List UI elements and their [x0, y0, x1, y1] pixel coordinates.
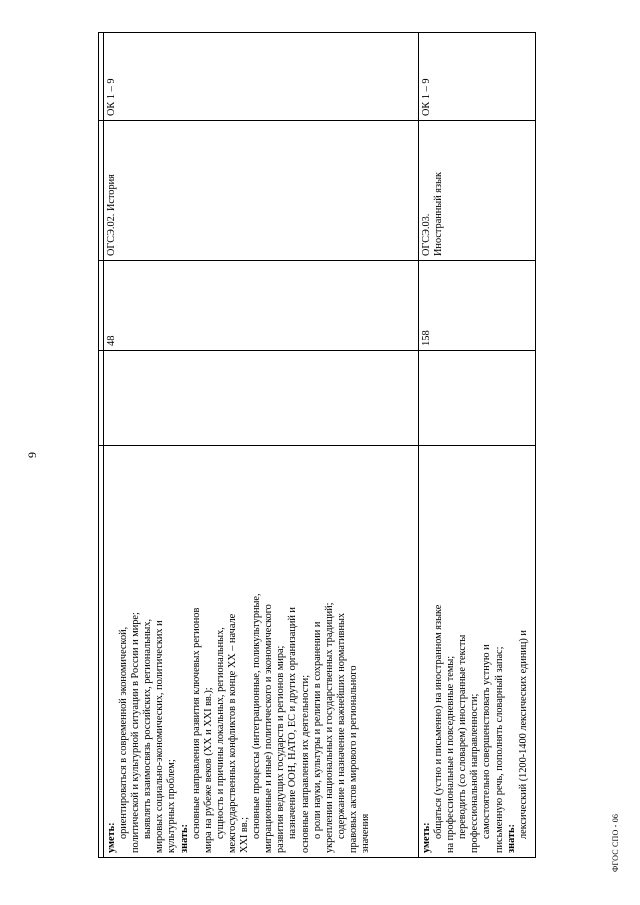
knowledge-line: правовых актов мирового и регионального — [347, 665, 359, 853]
requirement-line: ориентироваться в современной экономической, — [118, 626, 130, 839]
knowledge-line: межгосударственных конфликтов в конце XX – начале — [226, 613, 238, 853]
competency-table — [98, 33, 529, 858]
requirement-line: политической и культурной ситуации в России и мире; — [130, 612, 142, 853]
knowledge-line: укреплении национальных и государственных традиций; — [323, 602, 335, 853]
knowledge-line: о роли науки, культуры и религии в сохранении и — [311, 621, 323, 839]
knowledge-line: значения — [359, 813, 371, 853]
footer-document-code: ФГОС СПО - 06 — [611, 813, 620, 872]
knowledge-line: миграционные и иные) политического и экономического — [263, 604, 275, 853]
requirement-line: письменную речь, пополнять словарный запас; — [493, 646, 505, 853]
discipline-cell-language — [419, 121, 536, 261]
requirement-line: выявлять взаимосвязь российских, региональных, — [142, 618, 154, 839]
discipline-name: Иностранный язык — [433, 171, 445, 256]
requirement-line: самостоятельно совершенствовать устную и — [481, 644, 493, 839]
discipline-cell-history: ОГСЭ.02. История — [104, 121, 419, 261]
umet-label: уметь: — [106, 822, 117, 853]
knowledge-line: сущность и причины локальных, региональных, — [214, 627, 226, 839]
requirements-cell-language — [419, 446, 536, 858]
hours-cell-language: 158 — [419, 261, 536, 351]
knowledge-line: XXI вв.; — [239, 816, 251, 853]
knowledge-line: основные направления развития ключевых регионов — [190, 607, 202, 839]
page-number: 9 — [25, 452, 39, 458]
table — [98, 32, 536, 858]
requirement-line: профессиональной направленности; — [469, 693, 481, 853]
empty-cell — [104, 351, 419, 446]
knowledge-line: развития ведущих государств и регионов мира; — [275, 645, 287, 853]
requirements-cell-history — [104, 446, 419, 858]
umet-label: уметь: — [421, 822, 432, 853]
knowledge-line: лексический (1200-1400 лексических единиц) и — [517, 630, 529, 839]
requirement-line: переводить (со словарем) иностранные тексты — [457, 634, 469, 839]
requirement-line: культурных проблем; — [166, 759, 178, 853]
requirement-line: мировых социально-экономических, политических и — [154, 620, 166, 853]
hours-cell-history: 48 — [104, 261, 419, 351]
requirement-line: общаться (устно и письменно) на иностранном языке — [433, 604, 445, 839]
competency-cell-history: ОК 1 – 9 — [104, 33, 419, 121]
znat-label: знать: — [178, 824, 190, 853]
knowledge-line: основные процессы (интеграционные, поликультурные, — [251, 593, 263, 839]
znat-label: знать: — [505, 824, 517, 853]
table-row-history — [104, 33, 419, 858]
knowledge-line: назначение ООН, НАТО, ЕС и других организаций и — [287, 607, 299, 839]
knowledge-line: мира на рубеже веков (XX и XXI вв.); — [202, 687, 214, 853]
table-row-language — [419, 33, 536, 858]
knowledge-line: основные направления их деятельности; — [299, 674, 311, 853]
empty-cell — [419, 351, 536, 446]
knowledge-line: содержание и назначение важнейших нормативных — [335, 612, 347, 839]
discipline-code: ОГСЭ.03. — [421, 213, 432, 256]
requirement-line: на профессиональные и повседневные темы; — [445, 655, 457, 853]
competency-cell-language: ОК 1 – 9 — [419, 33, 536, 121]
